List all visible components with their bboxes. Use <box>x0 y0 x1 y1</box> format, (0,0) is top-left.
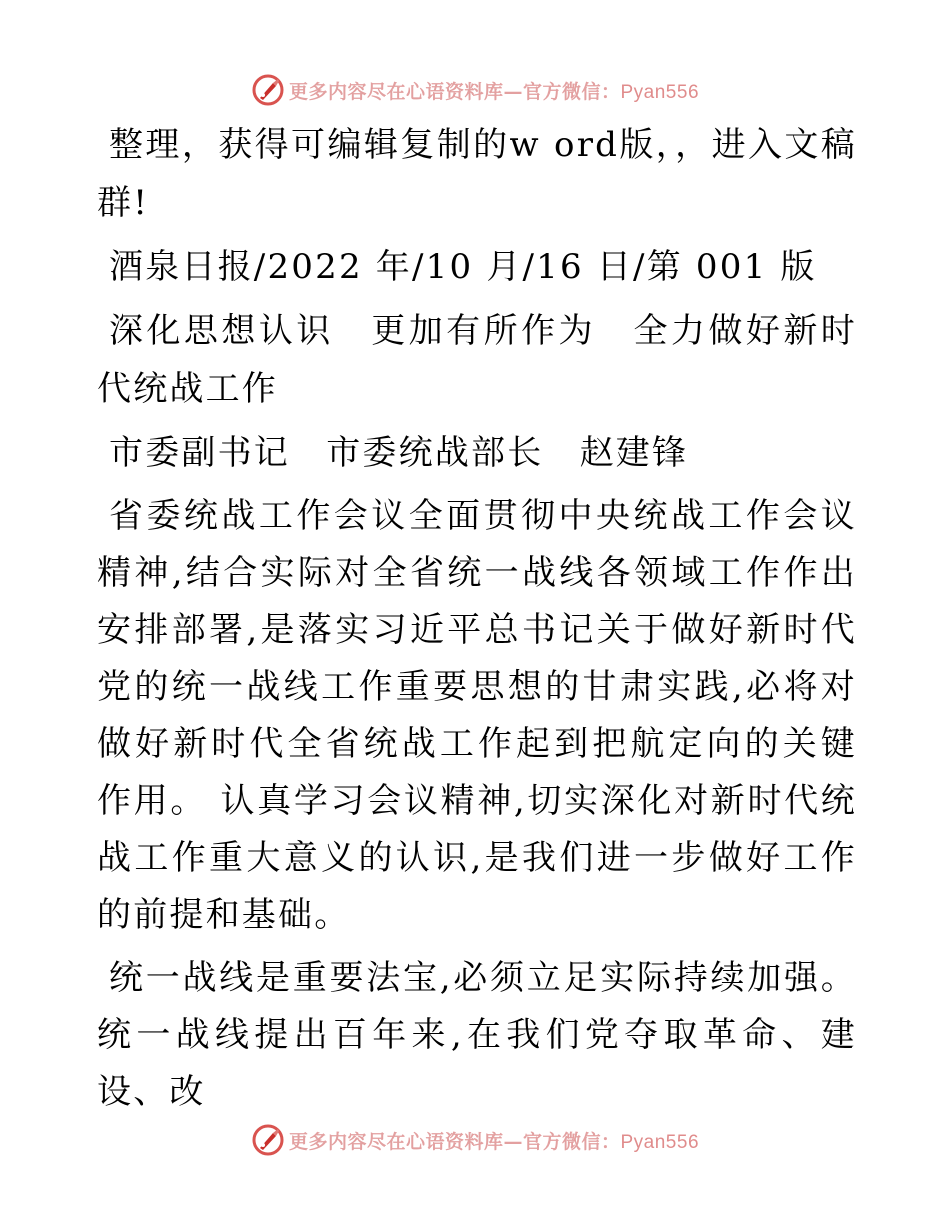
author-line: 市委副书记 市委统战部长 赵建锋 <box>109 433 689 473</box>
quill-seal-icon <box>251 73 285 107</box>
body-paragraph: 省委统战工作会议全面贯彻中央统战工作会议精神,结合实际对全省统一战线各领域工作作出安排部署,是落实习近平总书记关于做好新时代党的统一战线工作重要思想的甘肃实践,必将对做好新时代全省统战工作起到把航定向的关键作用。 认真学习会议精神,切实深化对新时代统战工作重大意义的认识,是我们进一步做好工作的前提和基础。 <box>97 496 857 935</box>
intro-paragraph: 整理，获得可编辑复制的w ord版，，进入文稿群! <box>97 125 857 223</box>
wechat-id: Pyan556 <box>620 1131 700 1153</box>
watermark-text: 更多内容尽在心语资料库—官方微信：Pyan556 <box>288 80 700 103</box>
wechat-id: Pyan556 <box>620 81 700 103</box>
body-paragraph: 统一战线是重要法宝,必须立足实际持续加强。统一战线提出百年来,在我们党夺取革命、建设、改 <box>97 958 857 1112</box>
document-body <box>97 116 857 1127</box>
article-title: 深化思想认识 更加有所作为 全力做好新时代统战工作 <box>97 311 857 409</box>
watermark-text: 更多内容尽在心语资料库—官方微信：Pyan556 <box>288 1130 700 1153</box>
footer-watermark <box>0 1122 950 1158</box>
quill-seal-icon <box>251 1123 285 1157</box>
source-line: 酒泉日报/2022 年/10 月/16 日/第 001 版 <box>109 247 817 287</box>
header-watermark <box>0 72 950 108</box>
